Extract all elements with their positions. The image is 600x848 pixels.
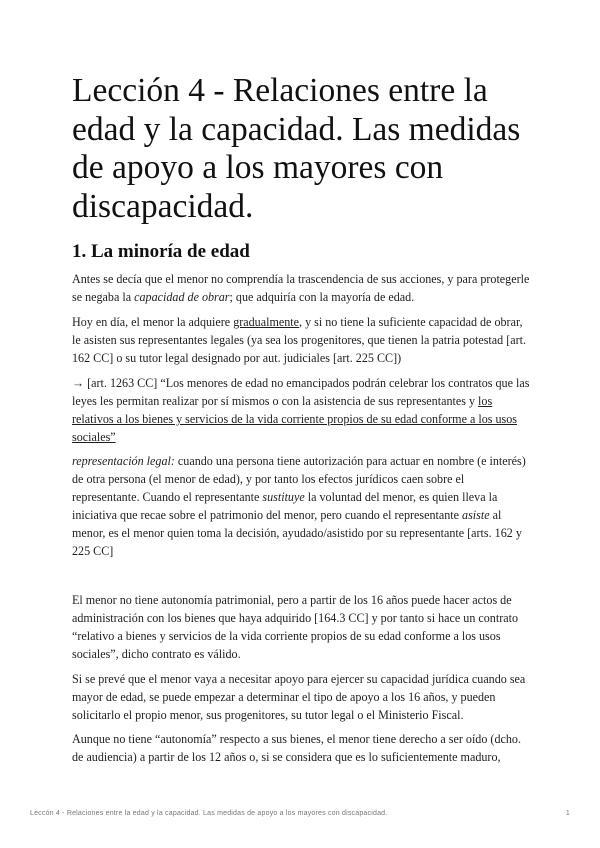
- underline-gradualmente: gradualmente: [233, 315, 300, 329]
- paragraph-2: Hoy en día, el menor la adquiere gradualmente, y si no tiene la suficiente capacidad de obrar, le asisten sus representantes legales (ya sea los progenitores, que tienen la patria potestad [art. 162 CC] o su tutor legal designado por aut. judiciales [art. 225 CC]): [72, 315, 527, 365]
- page-number: 1: [565, 810, 570, 817]
- emphasis-capacidad-de-obrar: capacidad de obrar: [134, 290, 230, 304]
- footer-title: Leccón 4 - Relaciones entre la edad y la capacidad. Las medidas de apoyo a los mayores con discapacidad.: [30, 810, 388, 817]
- term-sustituye: sustituye: [262, 490, 305, 504]
- paragraph-4-definition: representación legal: cuando una persona tiene autorización para actuar en nombre (e interés) de otra persona (el menor de edad), y por tanto los efectos jurídicos caen sobre el representante. Cuando el representante sustituye la voluntad del menor, es quien lleva la iniciativa que recae sobre el patrimonio del menor, pero cuando el representante asiste al menor, es el menor quien toma la decisión, ayudado/asistido por su representante [arts. 162 y 225 CC]: [72, 454, 526, 558]
- underline-quote: los relativos a los bienes y servicios de la vida corriente propios de su edad conforme a los usos sociales”: [72, 394, 517, 444]
- page-title: Lección 4 - Relaciones entre la edad y la capacidad. Las medidas de apoyo a los mayores con discapacidad.: [72, 72, 521, 225]
- section-heading: 1. La minoría de edad: [72, 241, 250, 262]
- paragraph-3-quote: → [art. 1263 CC] “Los menores de edad no emancipados podrán celebrar los contratos que las leyes les permitan realizar por sí mismos o con la asistencia de sus representantes y los relativos a los bienes y servicios de la vida corriente propios de su edad conforme a los usos sociales”: [72, 376, 530, 444]
- paragraph-6: Si se prevé que el menor vaya a necesitar apoyo para ejercer su capacidad jurídica cuando sea mayor de edad, se puede empezar a determinar el tipo de apoyo a los 16 años, y pueden solicitarlo el propio menor, sus progenitores, su tutor legal o el Ministerio Fiscal.: [72, 672, 526, 722]
- paragraph-1: Antes se decía que el menor no comprendía la trascendencia de sus acciones, y para protegerle se negaba la capacidad de obrar; que adquiría con la mayoría de edad.: [72, 272, 530, 304]
- paragraph-7: Aunque no tiene “autonomía” respecto a sus bienes, el menor tiene derecho a ser oído (dcho. de audiencia) a partir de los 12 años o, si se considera que es lo suficientemente maduro,: [72, 732, 521, 764]
- paragraph-5: El menor no tiene autonomía patrimonial, pero a partir de los 16 años puede hacer actos de administración con los bienes que haya adquirido [164.3 CC] y por tanto si hace un contrato “relativo a bienes y servicios de la vida corriente propios de su edad conforme a los usos sociales”, dicho contrato es válido.: [72, 593, 519, 661]
- term-representacion-legal: representación legal:: [72, 454, 175, 468]
- term-asiste: asiste: [462, 508, 490, 522]
- page-footer: [30, 810, 570, 817]
